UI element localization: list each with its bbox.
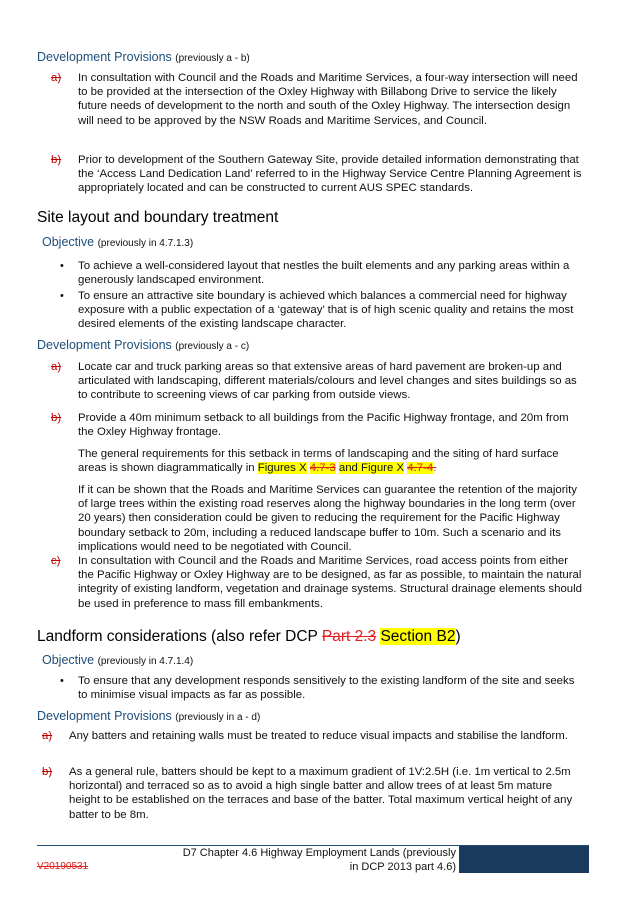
bullet-icon: • <box>60 675 64 687</box>
item-marker: a) <box>51 72 62 84</box>
item-marker: c) <box>51 555 61 567</box>
item-marker: b) <box>42 766 53 778</box>
provision-item: As a general rule, batters should be kept to a maximum gradient of 1V:2.5H (i.e. 1m vertical to 2.5m horizontal) and terraced so as to avoid a high single batter and allow trees of at least 5m mature height to be established on the terraces and base of the batter. Total maximum vertical height of any batter to be 8m. <box>69 766 573 821</box>
objective-item: To achieve a well-considered layout that nestles the built elements and any parking areas within a generously landscaped environment. <box>78 260 570 287</box>
figure-reference-paragraph: The general requirements for this setback in terms of landscaping and the siting of hard surface areas is shown diagrammatically in Figures X 4.7-3 and Figure X 4.7-4. <box>78 448 559 475</box>
footer-title: D7 Chapter 4.6 Highway Employment Lands (previously in DCP 2013 part 4.6) <box>182 847 456 873</box>
bullet-icon: • <box>60 260 64 272</box>
bullet-icon: • <box>60 290 64 302</box>
figure-ref-highlight: and Figure X <box>338 462 405 475</box>
footer-color-block <box>459 846 589 873</box>
development-provisions-heading: Development Provisions (previously in a - d) <box>37 709 261 723</box>
section-title: Landform considerations (also refer DCP Part 2.3 Section B2) <box>37 628 461 645</box>
item-marker: a) <box>42 730 53 742</box>
provision-item: In consultation with Council and the Roads and Maritime Services, road access points from either the Pacific Highway or Oxley Highway are to be designed, as far as possible, to maintain the natural integrity of existing landform, vegetation and drainage systems. Structural drainage elements should be used in preference to mass fill embankments. <box>78 555 582 610</box>
setback-paragraph: If it can be shown that the Roads and Maritime Services can guarantee the retention of the majority of large trees within the existing road reserves along the highway boundaries in the long term (over 20 years) then consideration could be given to reducing the requirement for the Pacific Highway boundary setback to 20m, including a reduced landscape buffer to 10m. Such a scenario and its implications would need to be negotiated with Council. <box>78 484 577 553</box>
item-marker: b) <box>51 154 62 166</box>
figure-ref-highlight: Figures X <box>257 462 307 475</box>
inserted-text: Section B2 <box>380 628 456 645</box>
provision-item: Locate car and truck parking areas so that extensive areas of hard pavement are broken-up and articulated with landscaping, different materials/colours and level changes and sites buildings so as to contribute to screening views of car parking from outside views. <box>78 361 577 402</box>
deleted-text: Part 2.3 <box>321 628 377 645</box>
objective-item: To ensure that any development responds sensitively to the existing landform of the site and seeks to minimise visual impacts as far as possible. <box>78 675 575 702</box>
development-provisions-heading: Development Provisions (previously a - b) <box>37 50 250 64</box>
footer-version: V20190531 <box>37 861 89 872</box>
deleted-text: 4.7-3 <box>309 462 336 475</box>
objective-item: To ensure an attractive site boundary is achieved which balances a commercial need for highway exposure with a public expectation of a ‘gateway’ that is of high scenic quality and retains the most desired elements of the existing landscape character. <box>78 290 574 331</box>
objective-heading: Objective (previously in 4.7.1.4) <box>42 653 194 667</box>
provision-item: Any batters and retaining walls must be treated to reduce visual impacts and stabilise the landform. <box>69 730 568 742</box>
deleted-text: 4.7-4 <box>407 462 434 475</box>
objective-heading: Objective (previously in 4.7.1.3) <box>42 235 194 249</box>
item-marker: b) <box>51 412 62 424</box>
development-provisions-heading: Development Provisions (previously a - c) <box>37 338 250 352</box>
provision-item: In consultation with Council and the Roads and Maritime Services, a four-way intersection will need to be provided at the intersection of the Oxley Highway with Billabong Drive to service the likely future needs of development to the north and south of the Oxley Highway. The intersection design will need to be approved by the NSW Roads and Maritime Services, and Council. <box>78 72 578 127</box>
provision-item: Provide a 40m minimum setback to all buildings from the Pacific Highway frontage, and 20m from the Oxley Highway frontage. <box>78 412 569 439</box>
section-title: Site layout and boundary treatment <box>37 209 279 226</box>
item-marker: a) <box>51 361 62 373</box>
provision-item: Prior to development of the Southern Gateway Site, provide detailed information demonstrating that the ‘Access Land Dedication Land’ referred to in the Highway Service Centre Planning Agreement is appropriately located and can be constructed to current AUS SPEC standards. <box>78 154 582 195</box>
